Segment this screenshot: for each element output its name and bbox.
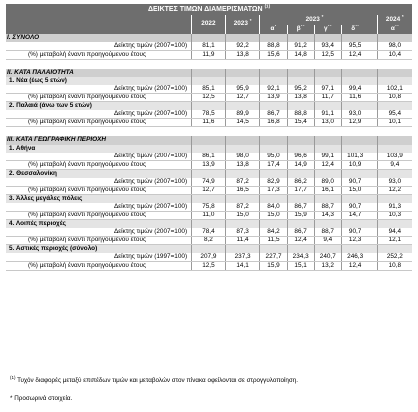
table-row [6,85,412,93]
subgroup-header-cell [260,220,287,229]
footnote-provisional: * Προσωρινά στοιχεία. [10,395,73,402]
subgroup-header-gap [368,102,377,111]
section-header-geo-cell [377,136,412,144]
row-value: 10,8 [377,93,412,102]
subgroup-header-cell [287,245,314,254]
row-value: 12,9 [341,118,368,127]
section-header-total-gap [368,34,377,42]
row-value: 14,8 [287,50,314,59]
section-header-total-cell [377,34,412,42]
row-value: 15,0 [260,211,287,220]
subgroup-header-cell [287,145,314,153]
row-value: 88,7 [314,203,341,211]
row-value: 102,1 [377,85,412,93]
section-header-total-cell [341,34,368,42]
row-value: 227,7 [260,253,287,261]
table-row [6,118,412,127]
row-value: 99,4 [341,85,368,93]
table-row [6,211,412,220]
section-header-total-cell [260,34,287,42]
row-value: 207,9 [192,253,226,261]
row-value: 88,7 [314,228,341,236]
subgroup-header-label: 2. Παλαιά (άνω των 5 ετών) [6,102,192,111]
header-empty-2 [6,25,192,34]
row-value: 13,2 [314,262,341,271]
row-value: 17,4 [260,161,287,170]
row-value: 96,6 [287,153,314,161]
row-value: 88,8 [260,42,287,50]
subgroup-header-cell [225,77,260,85]
row-value: 91,3 [377,203,412,211]
row-value: 14,5 [225,118,260,127]
row-value: 95,5 [341,42,368,50]
row-value: 11,6 [192,118,226,127]
title-footnote-mark: (1) [264,4,271,9]
section-header-age-cell [225,69,260,77]
section-header-geo-cell [260,136,287,144]
table-row [6,186,412,195]
section-header-geo-cell [314,136,341,144]
subgroup-header-cell [377,102,412,111]
row-value: 10,1 [377,118,412,127]
header-q4: δ΄* [341,25,368,34]
row-value: 87,2 [225,178,260,186]
row-value: 11,7 [314,93,341,102]
row-value: 11,5 [260,236,287,245]
subgroup-header-cell [192,102,226,111]
row-value: 95,4 [377,110,412,118]
row-value: 13,8 [287,93,314,102]
subgroup-header-cell [192,245,226,254]
subgroup-header-cell [225,102,260,111]
row-label: (%) μεταβολή έναντι προηγούμενου έτους [6,50,192,59]
subgroup-header-gap [368,145,377,153]
row-value: 12,4 [341,50,368,59]
row-value: 13,9 [260,93,287,102]
row-label: Δείκτης τιμών (2007=100) [6,228,192,236]
section-header-geo [6,136,412,144]
row-label: Δείκτης τιμών (2007=100) [6,110,192,118]
row-value: 12,7 [225,93,260,102]
subgroup-header-cell [225,195,260,204]
row-value: 12,5 [192,262,226,271]
row-value: 88,8 [287,110,314,118]
row-value: 13,8 [225,161,260,170]
header-q1: α΄ [260,25,287,34]
section-header-age-cell [377,69,412,77]
row-value: 86,7 [287,203,314,211]
row-value: 13,0 [314,118,341,127]
subgroup-header-gap [368,195,377,204]
subgroup-header-cell [314,245,341,254]
header-gap-2 [368,25,377,34]
row-value: 9,4 [314,236,341,245]
row-value: 16,1 [314,186,341,195]
section-header-total-label: I. ΣΥΝΟΛΟ [6,34,192,42]
row-value: 90,7 [341,203,368,211]
section-header-age-cell [192,69,226,77]
section-header-age-cell [341,69,368,77]
row-value: 12,2 [377,186,412,195]
row-value: 92,1 [260,85,287,93]
subgroup-header-cell [287,220,314,229]
section-header-geo-cell [341,136,368,144]
row-value: 14,9 [287,161,314,170]
subgroup-header-cell [260,195,287,204]
row-value: 103,9 [377,153,412,161]
section-header-geo-label: III. ΚΑΤΑ ΓΕΩΓΡΑΦΙΚΗ ΠΕΡΙΟΧΗ [6,136,192,144]
row-value: 78,5 [192,110,226,118]
row-value: 94,4 [377,228,412,236]
row-gap [368,262,377,271]
subgroup-header-cell [225,220,260,229]
subgroup-header-cell [192,77,226,85]
row-gap [368,203,377,211]
row-gap [368,228,377,236]
section-header-age-cell [260,69,287,77]
subgroup-header-cell [341,220,368,229]
row-value: 84,0 [260,203,287,211]
subgroup-header-cell [341,145,368,153]
footnote-rounding: $^{(1)}$ Τυχόν διαφορές μεταξύ επιπέδων τιμών και μεταβολών στον πίνακα οφείλονται σε στρογγυλοποίηση. [10,374,299,384]
row-gap [368,236,377,245]
table-row [6,110,412,118]
header-q2: β΄* [287,25,314,34]
row-value: 86,7 [260,110,287,118]
subgroup-header-cell [377,220,412,229]
row-value: 237,3 [225,253,260,261]
section-header-geo-cell [287,136,314,144]
row-value: 93,4 [314,42,341,50]
subgroup-header-cell [377,77,412,85]
subgroup-header-cell [225,245,260,254]
row-value: 10,4 [377,50,412,59]
row-gap [368,153,377,161]
row-value: 93,0 [377,178,412,186]
row-value: 86,2 [287,178,314,186]
table-title: ΔΕΙΚΤΕΣ ΤΙΜΩΝ ΔΙΑΜΕΡΙΣΜΑΤΩΝ $^{(1)}$ [6,4,412,15]
section-header-geo-gap [368,136,377,144]
row-value: 8,2 [192,236,226,245]
section-header-total-cell [314,34,341,42]
row-label: Δείκτης τιμών (1997=100) [6,253,192,261]
row-value: 246,3 [341,253,368,261]
row-value: 93,0 [341,110,368,118]
table-row [6,153,412,161]
section-spacer [6,59,412,69]
section-header-geo-cell [225,136,260,144]
row-gap [368,178,377,186]
row-value: 9,4 [377,161,412,170]
table-row [6,50,412,59]
section-header-total [6,34,412,42]
subgroup-header [6,220,412,229]
table-row [6,236,412,245]
row-value: 12,3 [341,236,368,245]
subgroup-header-cell [314,169,341,178]
subgroup-header [6,245,412,254]
row-gap [368,186,377,195]
row-label: (%) μεταβολή έναντι προηγούμενου έτους [6,236,192,245]
row-value: 86,7 [287,228,314,236]
row-gap [368,211,377,220]
row-value: 15,9 [260,262,287,271]
subgroup-header-label: 1. Αθήνα [6,145,192,153]
row-value: 12,7 [192,186,226,195]
subgroup-header-cell [377,245,412,254]
row-value: 14,7 [341,211,368,220]
row-gap [368,110,377,118]
table-row [6,42,412,50]
subgroup-header [6,169,412,178]
section-header-total-cell [287,34,314,42]
row-value: 15,0 [225,211,260,220]
subgroup-header-cell [314,220,341,229]
row-value: 78,4 [192,228,226,236]
row-label: (%) μεταβολή έναντι προηγούμενου έτους [6,211,192,220]
row-value: 10,3 [377,211,412,220]
subgroup-header-cell [260,102,287,111]
section-header-total-cell [225,34,260,42]
table-row [6,161,412,170]
header-year-2023: 2023 * [225,15,260,34]
subgroup-header-cell [260,245,287,254]
section-header-age [6,69,412,77]
table-row [6,228,412,236]
subgroup-header [6,102,412,111]
row-value: 252,2 [377,253,412,261]
row-value: 12,4 [314,161,341,170]
row-gap [368,161,377,170]
row-gap [368,118,377,127]
row-value: 90,7 [341,228,368,236]
subgroup-header-cell [314,77,341,85]
subgroup-header-cell [341,245,368,254]
row-value: 15,1 [287,262,314,271]
row-value: 15,6 [260,50,287,59]
row-value: 87,3 [225,228,260,236]
section-header-age-cell [314,69,341,77]
row-gap [368,42,377,50]
section-header-age-label: II. ΚΑΤΑ ΠΑΛΑΙΟΤΗΤΑ [6,69,192,77]
row-value: 14,3 [314,211,341,220]
row-value: 16,5 [225,186,260,195]
subgroup-header-cell [314,145,341,153]
header-gap [368,15,377,25]
row-value: 89,9 [225,110,260,118]
subgroup-header-cell [341,102,368,111]
table-row [6,178,412,186]
row-value: 95,9 [225,85,260,93]
subgroup-header-gap [368,245,377,254]
row-value: 95,2 [287,85,314,93]
row-value: 101,3 [341,153,368,161]
subgroup-header-cell [287,77,314,85]
row-label: (%) μεταβολή έναντι προηγούμενου έτους [6,161,192,170]
row-value: 12,5 [192,93,226,102]
subgroup-header-cell [377,169,412,178]
row-value: 16,8 [260,118,287,127]
header-q1-2024: α΄* [377,25,412,34]
row-value: 11,6 [341,93,368,102]
subgroup-header-cell [341,195,368,204]
subgroup-header-cell [192,220,226,229]
subgroup-header [6,195,412,204]
subgroup-header-gap [368,169,377,178]
subgroup-header-cell [287,195,314,204]
row-label: Δείκτης τιμών (2007=100) [6,178,192,186]
row-value: 98,0 [377,42,412,50]
row-label: (%) μεταβολή έναντι προηγούμενου έτους [6,118,192,127]
table-row [6,93,412,102]
row-value: 11,0 [192,211,226,220]
row-value: 12,1 [377,236,412,245]
subgroup-header-cell [377,195,412,204]
row-label: (%) μεταβολή έναντι προηγούμενου έτους [6,186,192,195]
row-value: 91,2 [287,42,314,50]
table-row [6,203,412,211]
subgroup-header-gap [368,77,377,85]
subgroup-header-label: 4. Λοιπές περιοχές [6,220,192,229]
header-2023-quarters: 2023 * [260,15,369,25]
section-header-total-cell [192,34,226,42]
row-value: 11,9 [192,50,226,59]
row-value: 15,0 [341,186,368,195]
row-value: 82,9 [260,178,287,186]
row-value: 84,2 [260,228,287,236]
subgroup-header [6,77,412,85]
row-value: 17,3 [260,186,287,195]
price-index-table [6,4,412,271]
subgroup-header-cell [260,169,287,178]
subgroup-header-cell [287,102,314,111]
table-row [6,253,412,261]
row-value: 10,8 [377,262,412,271]
subgroup-header-label: 1. Νέα (έως 5 ετών) [6,77,192,85]
row-label: Δείκτης τιμών (2007=100) [6,153,192,161]
row-gap [368,50,377,59]
row-gap [368,85,377,93]
row-value: 99,1 [314,153,341,161]
row-value: 75,8 [192,203,226,211]
subgroup-header-cell [314,102,341,111]
row-gap [368,93,377,102]
row-value: 12,5 [314,50,341,59]
row-label: Δείκτης τιμών (2007=100) [6,203,192,211]
row-value: 234,3 [287,253,314,261]
row-value: 81,1 [192,42,226,50]
subgroup-header-cell [341,169,368,178]
row-value: 17,7 [287,186,314,195]
row-value: 12,4 [287,236,314,245]
subgroup-header [6,145,412,153]
row-label: (%) μεταβολή έναντι προηγούμενου έτους [6,93,192,102]
row-value: 11,4 [225,236,260,245]
row-value: 90,7 [341,178,368,186]
subgroup-header-cell [192,169,226,178]
row-value: 13,9 [192,161,226,170]
row-value: 12,4 [341,262,368,271]
subgroup-header-cell [225,169,260,178]
row-value: 92,2 [225,42,260,50]
row-value: 74,9 [192,178,226,186]
subgroup-header-cell [260,145,287,153]
header-year-2024: 2024 * [377,15,412,25]
subgroup-header-cell [287,169,314,178]
row-label: Δείκτης τιμών (2007=100) [6,42,192,50]
subgroup-header-gap [368,220,377,229]
row-value: 85,1 [192,85,226,93]
subgroup-header-cell [260,77,287,85]
header-empty [6,15,192,25]
row-value: 10,9 [341,161,368,170]
subgroup-header-cell [192,145,226,153]
row-value: 89,0 [314,178,341,186]
row-value: 91,1 [314,110,341,118]
header-q3: γ΄* [314,25,341,34]
row-gap [368,253,377,261]
section-spacer [6,127,412,137]
section-header-age-gap [368,69,377,77]
header-year-2022: 2022 [192,15,226,34]
section-header-geo-cell [192,136,226,144]
row-value: 13,8 [225,50,260,59]
row-value: 86,1 [192,153,226,161]
row-value: 95,0 [260,153,287,161]
row-value: 240,7 [314,253,341,261]
row-value: 87,2 [225,203,260,211]
row-value: 97,1 [314,85,341,93]
subgroup-header-cell [377,145,412,153]
subgroup-header-cell [314,195,341,204]
subgroup-header-cell [225,145,260,153]
row-label: (%) μεταβολή έναντι προηγούμενου έτους [6,262,192,271]
row-value: 15,4 [287,118,314,127]
row-value: 14,1 [225,262,260,271]
row-value: 98,0 [225,153,260,161]
table-row [6,262,412,271]
subgroup-header-cell [192,195,226,204]
row-label: Δείκτης τιμών (2007=100) [6,85,192,93]
section-header-age-cell [287,69,314,77]
row-value: 15,9 [287,211,314,220]
subgroup-header-label: 5. Αστικές περιοχές (σύνολο) [6,245,192,254]
subgroup-header-label: 2. Θεσσαλονίκη [6,169,192,178]
subgroup-header-cell [341,77,368,85]
subgroup-header-label: 3. Άλλες μεγάλες πόλεις [6,195,192,204]
